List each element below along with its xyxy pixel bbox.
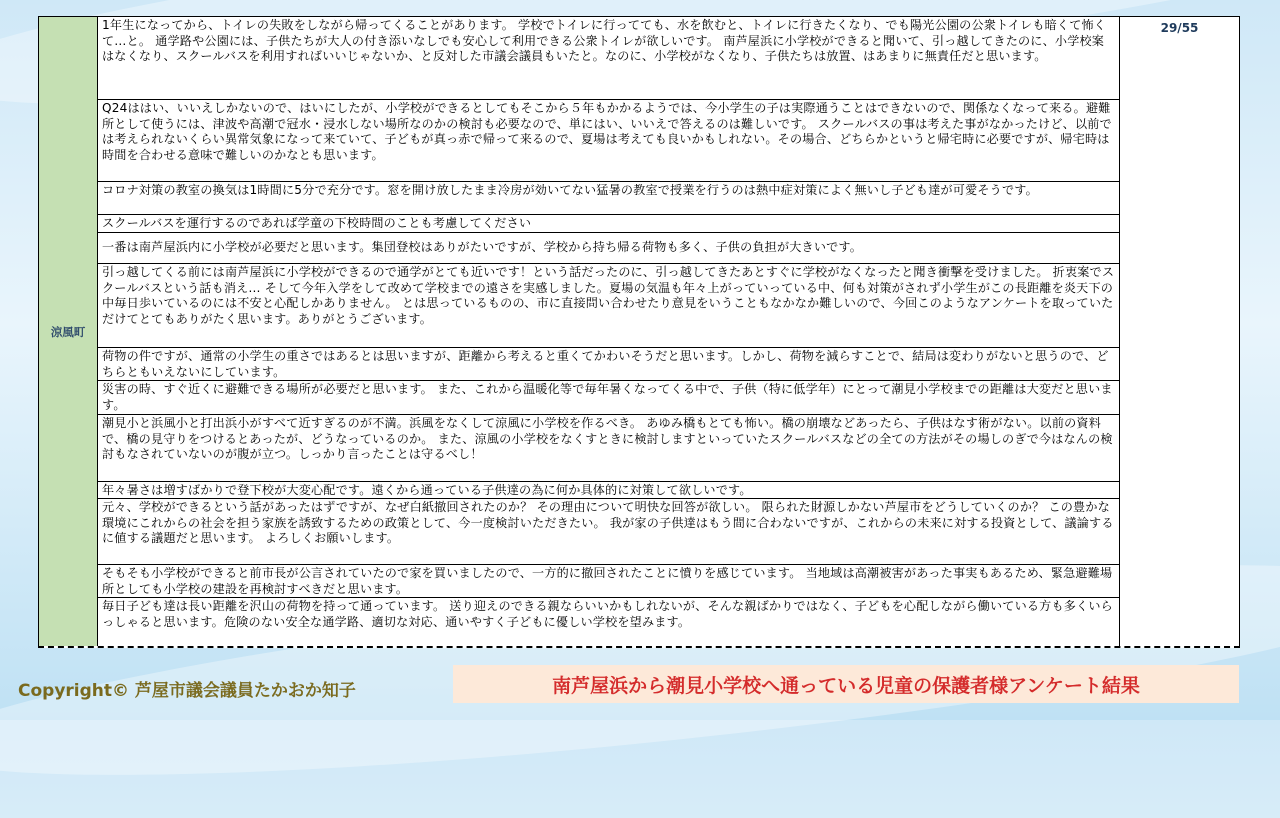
page-number: 29/55: [1160, 21, 1199, 35]
comment-row: 年々暑さは増すばかりで登下校が大変心配です。遠くから通っている子供達の為に何か具体的に対策して欲しいです。: [98, 482, 1119, 499]
comment-row: 荷物の件ですが、通常の小学生の重さではあるとは思いますが、距離から考えると重くてかわいそうだと思います。しかし、荷物を減らすことで、結局は変わりがないと思うので、どちらともいえないにしています。: [98, 348, 1119, 381]
page-number-column: [1120, 17, 1239, 646]
region-cell: [39, 17, 98, 646]
comment-row: 一番は南芦屋浜内に小学校が必要だと思います。集団登校はありがたいですが、学校から持ち帰る荷物も多く、子供の負担が大きいです。: [98, 233, 1119, 264]
region-label: 涼風町: [50, 324, 86, 339]
comment-row: 潮見小と浜風小と打出浜小がすべて近すぎるのが不満。浜風をなくして涼風に小学校を作るべき。 あゆみ橋もとても怖い。橋の崩壊などあったら、子供はなす術がない。以前の資料で、橋の見守りをつけるとあったが、どうなっているのか。 また、涼風の小学校をなくすときに検討しますといっていたスクールバスなどの全ての方法がその場しのぎで今はなんの検討もなされていないのが腹が立つ。しっかり言ったことは守るべし！: [98, 415, 1119, 482]
comment-row: 1年生になってから、トイレの失敗をしながら帰ってくることがあります。 学校でトイレに行ってても、水を飲むと、トイレに行きたくなり、でも陽光公園の公衆トイレも暗くて怖くて…と。 通学路や公園には、子供たちが大人の付き添いなしでも安心して利用できる公衆トイレが欲しいです。 南芦屋浜に小学校ができると聞いて、引っ越してきたのに、小学校案はなくなり、スクールバスを利用すればいいじゃないか、と反対した市議会議員もいたと。なのに、小学校がなくなり、子供たちは放置、はあまりに無責任だと思います。: [98, 17, 1119, 100]
comment-row: 元々、学校ができるという話があったはずですが、なぜ白紙撤回されたのか？ その理由について明快な回答が欲しい。 限られた財源しかない芦屋市をどうしていくのか？ この豊かな環境にこれからの社会を担う家族を誘致するための政策として、今一度検討いただきたい。 我が家の子供達はもう間に合わないですが、これからの未来に対する投資として、議論するに値する議題だと思います。 よろしくお願いします。: [98, 499, 1119, 565]
comment-row: そもそも小学校ができると前市長が公言されていたので家を買いましたので、一方的に撤回されたことに憤りを感じています。 当地域は高潮被害があった事実もあるため、緊急避難場所としても小学校の建設を再検討すべきだと思います。: [98, 565, 1119, 598]
footer-title-banner: [453, 665, 1239, 703]
comment-row: コロナ対策の教室の換気は1時間に5分で充分です。窓を開け放したまま冷房が効いてない猛暑の教室で授業を行うのは熱中症対策によく無いし子ども達が可愛そうです。: [98, 182, 1119, 215]
comment-row: Q24ははい、いいえしかないので、はいにしたが、小学校ができるとしてもそこから５年もかかるようでは、今小学生の子は実際通うことはできないので、関係なくなって来る。避難所として使うには、津波や高潮で冠水・浸水しない場所なのかの検討も必要なので、単にはい、いいえで答えるのは難しいです。 スクールバスの事は考えた事がなかったけど、以前では考えられないくらい異常気象になって来ていて、子どもが真っ赤で帰って来るので、夏場は考えても良いかもしれない。その場合、どちらかというと帰宅時に必要ですが、帰宅時は時間を合わせる意味で難しいのかなとも思います。: [98, 100, 1119, 182]
comment-row: 毎日子ども達は長い距離を沢山の荷物を持って通っています。 送り迎えのできる親ならいいかもしれないが、そんな親ばかりではなく、子どもを心配しながら働いている方も多くいらっしゃると思います。危険のない安全な通学路、適切な対応、通いやすく子どもに優しい学校を望みます。: [102, 599, 1113, 629]
copyright-notice: Copyright© 芦屋市議会議員たかおか知子: [18, 681, 356, 701]
comment-row: スクールバスを運行するのであれば学童の下校時間のことも考慮してください: [98, 215, 1119, 233]
comments-column: [98, 17, 1120, 646]
comments-table: [38, 16, 1240, 648]
footer-title: 南芦屋浜から潮見小学校へ通っている児童の保護者様アンケート結果: [552, 674, 1140, 697]
comment-row: 災害の時、すぐ近くに避難できる場所が必要だと思います。 また、これから温暖化等で毎年暑くなってくる中で、子供（特に低学年）にとって潮見小学校までの距離は大変だと思います。: [98, 381, 1119, 415]
comment-row: 引っ越してくる前には南芦屋浜に小学校ができるので通学がとても近いです！という話だったのに、引っ越してきたあとすぐに学校がなくなったと聞き衝撃を受けました。 折衷案でスクールバスという話も消え… そして今年入学をして改めて学校までの遠さを実感しました。夏場の気温も年々上がっていっている中、何も対策がされず小学生がこの長距離を炎天下の中毎日歩いているのには不安と心配しかありません。 とは思っているものの、市に直接問い合わせたり意見をいうこともなかなか難しいので、今回このようなアンケートを取っていただけてとてもありがたく思います。ありがとうございます。: [98, 264, 1119, 348]
